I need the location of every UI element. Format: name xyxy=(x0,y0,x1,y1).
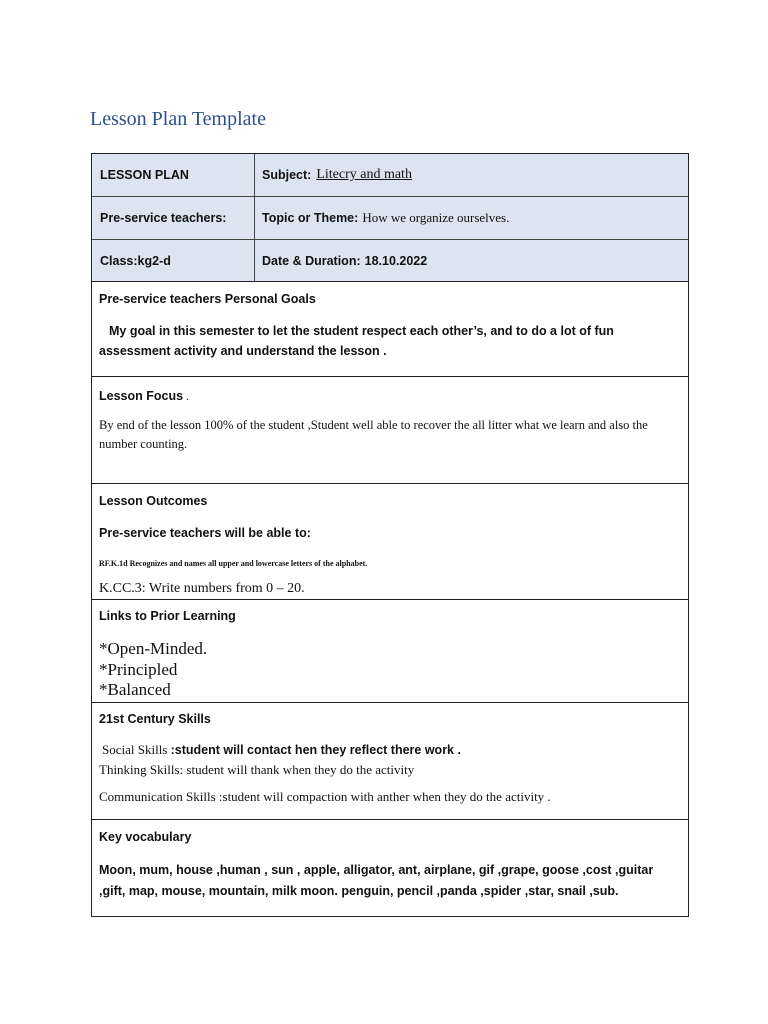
social-skills-line xyxy=(99,742,681,758)
prior-learning-item: *Balanced xyxy=(99,680,171,699)
topic-label: Topic or Theme: xyxy=(262,211,359,225)
communication-skills-line: Communication Skills :student will compaction with anther when they do the activity . xyxy=(99,789,551,804)
document-title: Lesson Plan Template xyxy=(90,108,266,130)
social-skills-text: :student will contact hen they reflect there work . xyxy=(170,743,461,757)
social-skills-label: Social Skills xyxy=(102,742,171,757)
teachers-cell xyxy=(92,197,255,239)
century-skills-title: 21st Century Skills xyxy=(99,712,211,726)
prior-learning-list xyxy=(99,639,681,701)
personal-goals-section xyxy=(92,282,688,377)
date-label: Date & Duration: xyxy=(262,253,361,268)
thinking-skills-line: Thinking Skills: student will thank when they do the activity xyxy=(99,762,415,777)
prior-learning-title: Links to Prior Learning xyxy=(99,609,236,623)
lesson-plan-label: LESSON PLAN xyxy=(100,168,189,182)
class-cell xyxy=(92,240,255,281)
lesson-plan-table xyxy=(91,153,689,917)
standard-k-cc3: K.CC.3: Write numbers from 0 – 20. xyxy=(99,581,305,596)
header-row-topic xyxy=(92,197,688,240)
subject-cell xyxy=(255,154,688,196)
key-vocabulary-text: Moon, mum, house ,human , sun , apple, alligator, ant, airplane, gif ,grape, goose ,cost ,guitar ,gift, map, mouse, mountain, milk moon. penguin, pencil ,panda ,spider ,star, snail ,sub. xyxy=(99,863,654,898)
lesson-focus-text: By end of the lesson 100% of the student ,Student well able to recover the all litter what we learn and also the number counting. xyxy=(99,418,648,451)
standard-rf-k1d: RF.K.1d Recognizes and names all upper and lowercase letters of the alphabet. xyxy=(99,559,368,568)
prior-learning-section xyxy=(92,600,688,703)
personal-goals-text: My goal in this semester to let the student respect each other’s, and to do a lot of fun assessment activity and understand the lesson . xyxy=(99,324,614,358)
teachers-label: Pre-service teachers: xyxy=(100,211,227,225)
prior-learning-item: *Open-Minded. xyxy=(99,639,208,658)
lesson-focus-title: Lesson Focus xyxy=(99,389,184,403)
class-label: Class:kg2-d xyxy=(100,253,171,268)
lesson-outcomes-title: Lesson Outcomes xyxy=(99,494,208,508)
personal-goals-title: Pre-service teachers Personal Goals xyxy=(99,292,316,306)
lesson-focus-heading xyxy=(99,387,681,405)
century-skills-section xyxy=(92,703,688,820)
key-vocabulary-title: Key vocabulary xyxy=(99,830,192,844)
subject-value: Litecry and math xyxy=(316,167,412,182)
header-row-class xyxy=(92,240,688,282)
date-cell xyxy=(255,240,688,281)
topic-value: How we organize ourselves. xyxy=(362,210,510,225)
date-value: 18.10.2022 xyxy=(364,253,428,268)
lesson-focus-section xyxy=(92,377,688,484)
lesson-focus-title-suffix: . xyxy=(183,389,190,403)
lesson-plan-cell xyxy=(92,154,255,196)
header-row-subject xyxy=(92,154,688,197)
key-vocabulary-section xyxy=(92,820,688,916)
lesson-outcomes-section xyxy=(92,484,688,600)
prior-learning-item: *Principled xyxy=(99,659,178,679)
able-to-text: Pre-service teachers will be able to: xyxy=(99,526,311,540)
subject-label: Subject: xyxy=(262,168,312,182)
topic-cell xyxy=(255,197,688,239)
